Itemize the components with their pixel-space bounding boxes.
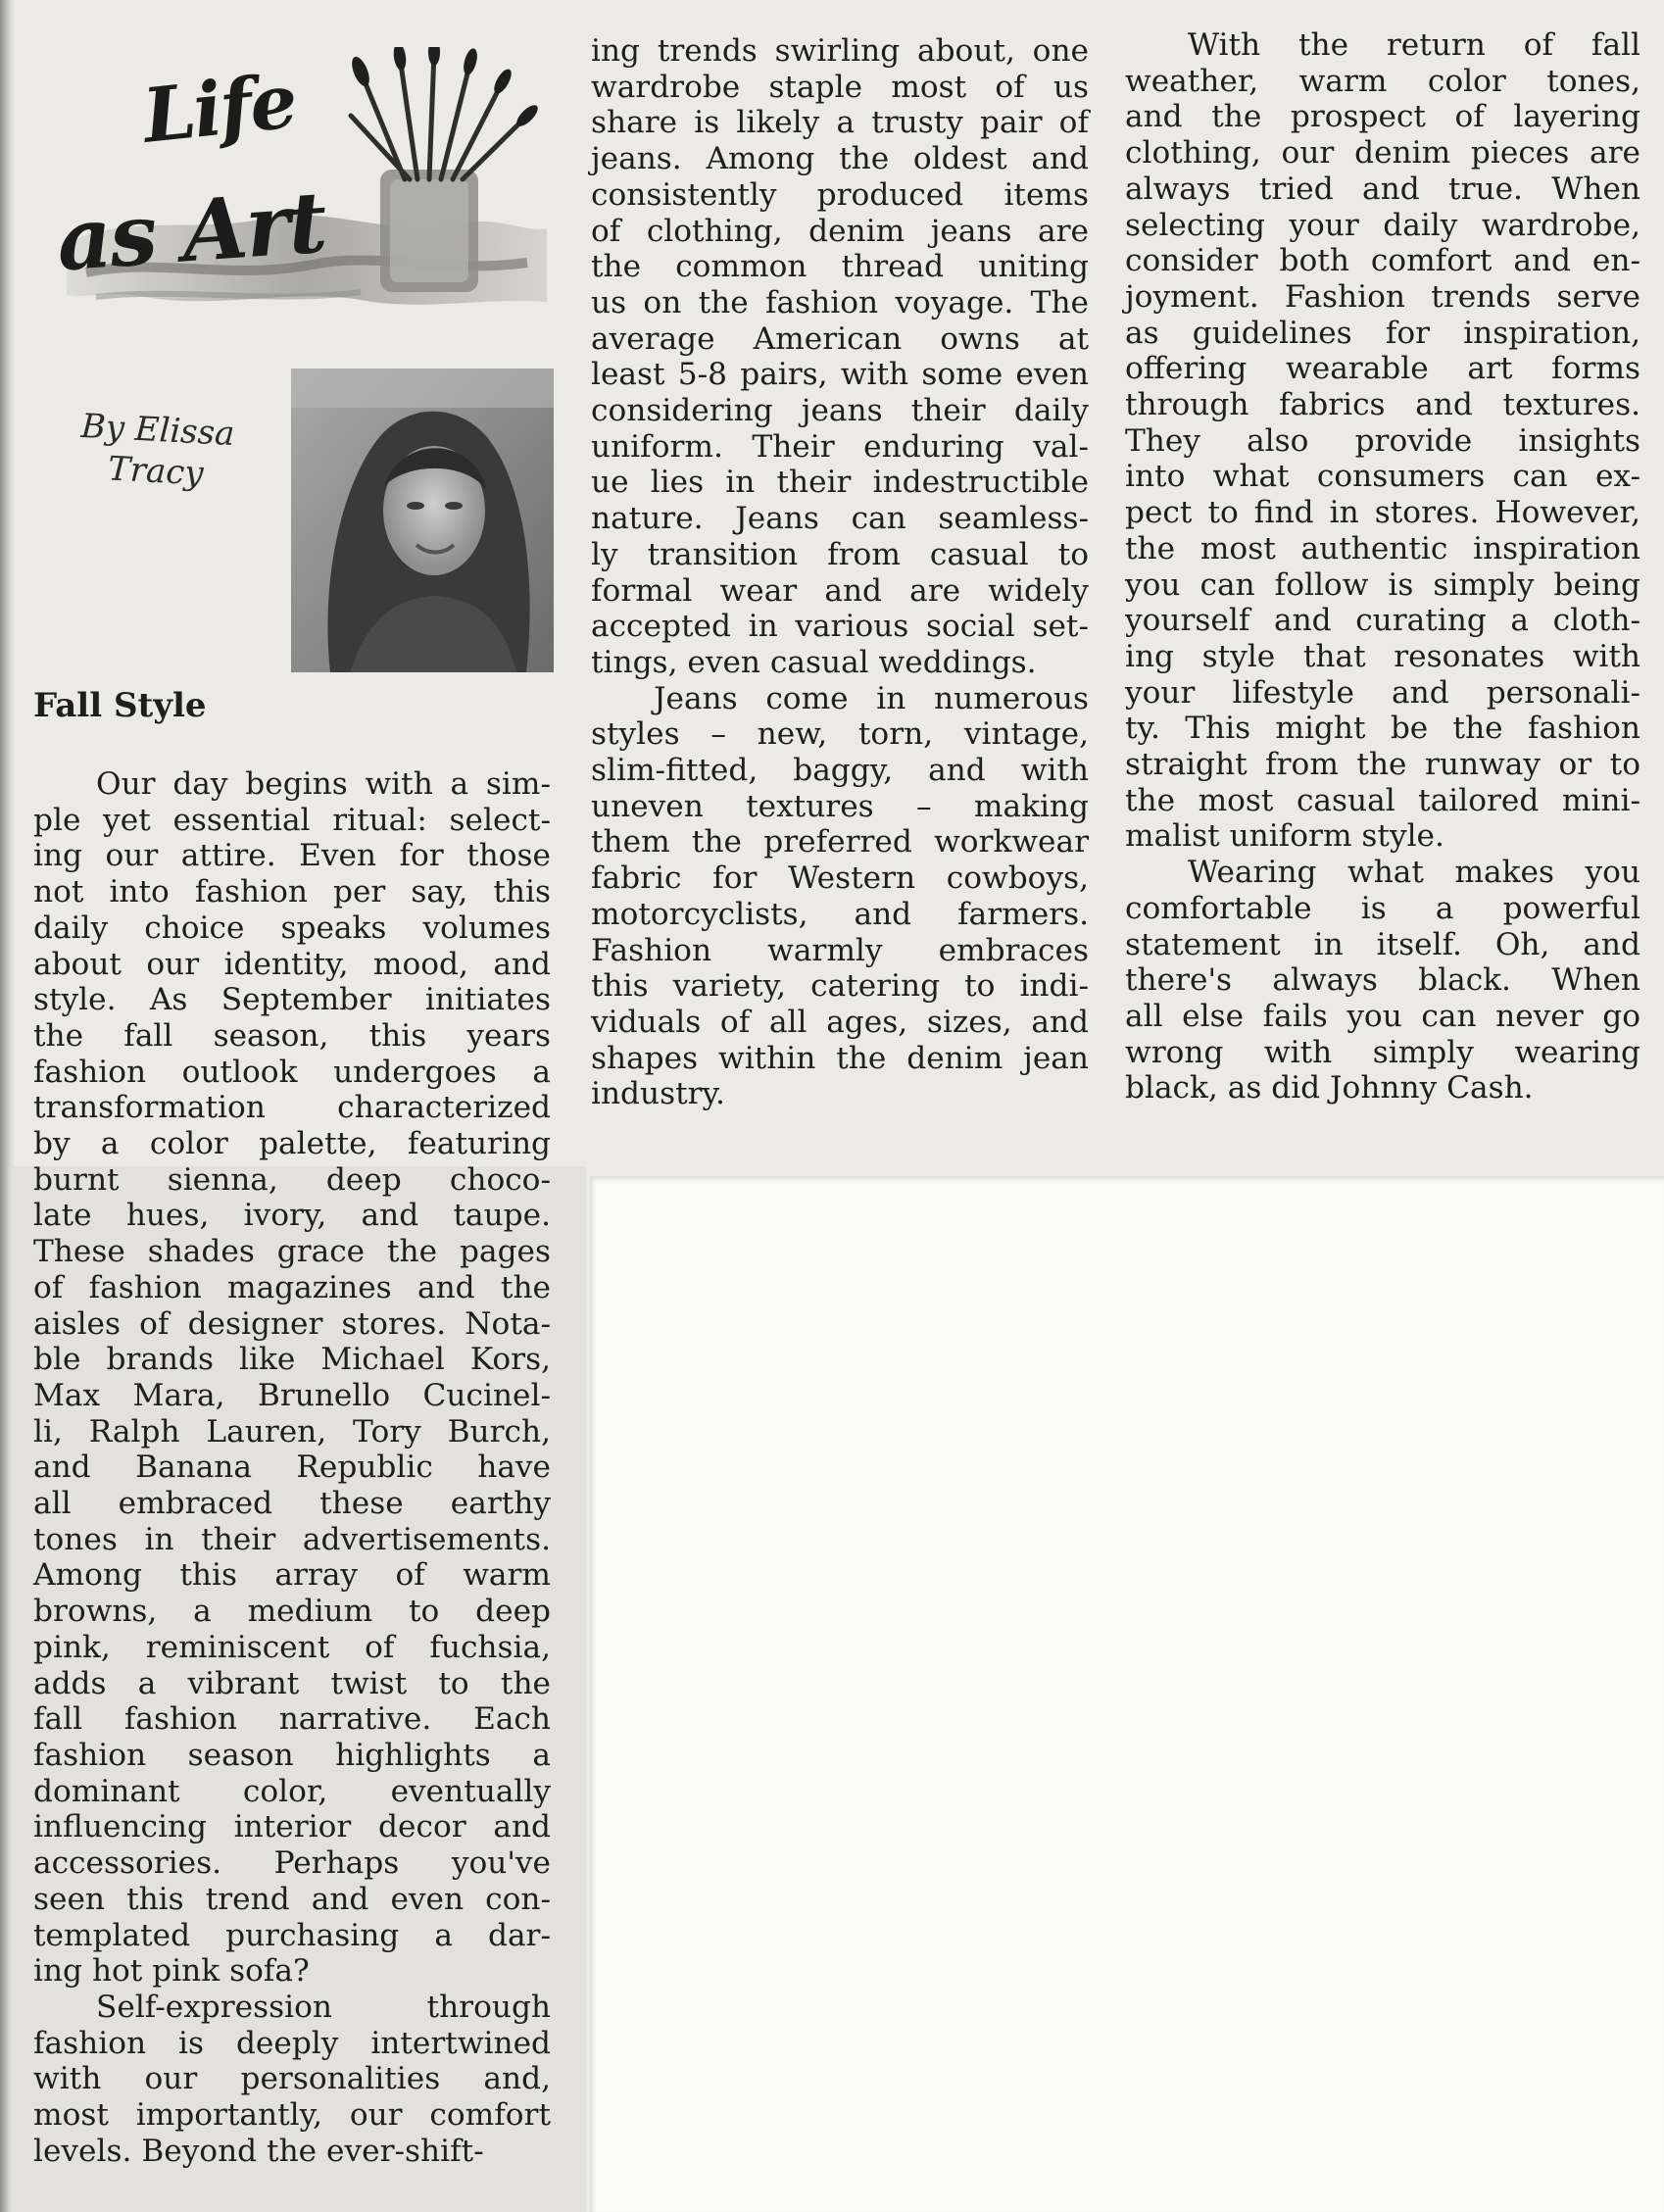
text-line: browns, a medium to deep [33,1594,551,1630]
text-line: the fall season, this years [33,1017,551,1054]
text-line: wardrobe staple most of us [591,69,1089,105]
text-line: ing hot pink sofa? [33,1953,310,1990]
text-line: accessories. Perhaps you've [33,1845,551,1882]
text-line: always tried and true. When [1125,171,1640,207]
text-line: fashion outlook undergoes a [33,1054,551,1090]
text-line: viduals of all ages, sizes, and [591,1004,1089,1040]
text-line: tones in their advertisements. [33,1521,551,1557]
article-paragraph [591,33,1089,681]
text-line: all else fails you can never go [1125,998,1640,1034]
text-line: accepted in various social set- [591,609,1089,645]
text-line: styles – new, torn, vintage, [591,716,1089,753]
text-line: them the preferred workwear [591,824,1089,860]
text-line: the common thread uniting [591,249,1089,285]
text-line: ly transition from casual to [591,536,1089,572]
text-line: fashion is deeply intertwined [33,2025,551,2061]
text-line: shapes within the denim jean [591,1040,1089,1076]
text-line: late hues, ivory, and taupe. [33,1198,551,1234]
text-line: about our identity, mood, and [33,946,551,982]
author-portrait-photo [291,369,554,672]
text-line: nature. Jeans can seamless- [591,501,1089,537]
text-line: all embraced these earthy [33,1486,551,1522]
column-masthead [27,27,557,312]
text-line: offering wearable art forms [1125,351,1640,387]
text-line: templated purchasing a dar- [33,1917,551,1953]
text-line: joyment. Fashion trends serve [1125,278,1640,315]
author-photo [291,369,554,672]
text-line: ple yet essential ritual: select- [33,802,551,838]
text-line: share is likely a trusty pair of [591,105,1089,141]
text-line: fabric for Western cowboys, [591,860,1089,897]
article-column-1 [33,766,551,2169]
text-line: uniform. Their enduring val- [591,428,1089,465]
text-line: of fashion magazines and the [33,1269,551,1305]
text-line: through fabrics and textures. [1125,387,1640,423]
text-line: selecting your daily wardrobe, [1125,207,1640,243]
text-line: adds a vibrant twist to the [33,1665,551,1701]
text-line: industry. [591,1076,725,1112]
text-line: of clothing, denim jeans are [591,213,1089,249]
article-paragraph [33,766,551,1990]
text-line: burnt sienna, deep choco- [33,1161,551,1198]
byline [57,405,257,497]
text-line: jeans. Among the oldest and [591,141,1089,177]
text-line: These shades grace the pages [33,1234,551,1270]
text-line: Jeans come in numerous [654,680,1089,716]
text-line: consistently produced items [591,176,1089,213]
text-line: your lifestyle and personali- [1125,674,1640,711]
text-line: by a color palette, featuring [33,1126,551,1162]
text-line: Max Mara, Brunello Cucinel- [33,1377,551,1413]
text-line: dominant color, eventually [33,1773,551,1809]
text-line: motorcyclists, and farmers. [591,896,1089,932]
blank-paper-area [590,1176,1664,2212]
text-line: yourself and curating a cloth- [1125,603,1640,639]
text-line: the most casual tailored mini- [1125,782,1640,818]
text-line: as guidelines for inspiration, [1125,315,1640,351]
text-line: tings, even casual weddings. [591,644,1037,680]
article-column-3 [1125,27,1640,1106]
byline-line-2: Tracy [107,449,205,494]
text-line: li, Ralph Lauren, Tory Burch, [33,1413,551,1450]
text-line: levels. Beyond the ever-shift- [33,2133,484,2169]
text-line: statement in itself. Oh, and [1125,926,1640,962]
text-line: Among this array of warm [33,1557,551,1594]
text-line: you can follow is simply being [1125,566,1640,603]
text-line: Wearing what makes you [1188,855,1640,891]
text-line: influencing interior decor and [33,1809,551,1845]
text-line: most importantly, our comfort [33,2097,551,2134]
text-line: aisles of designer stores. Nota- [33,1305,551,1342]
article-paragraph [33,1990,551,2170]
text-line: and the prospect of layering [1125,99,1640,135]
text-line: black, as did Johnny Cash. [1125,1070,1534,1106]
text-line: straight from the runway or to [1125,747,1640,783]
text-line: clothing, our denim pieces are [1125,135,1640,172]
text-line: the most authentic inspiration [1125,530,1640,566]
text-line: pect to find in stores. However, [1125,495,1640,531]
text-line: there's always black. When [1125,962,1640,999]
article-paragraph [591,681,1089,1112]
text-line: malist uniform style. [1125,818,1444,855]
text-line: weather, warm color tones, [1125,63,1640,99]
text-line: least 5-8 pairs, with some even [591,357,1089,393]
text-line: ble brands like Michael Kors, [33,1342,551,1378]
text-line: not into fashion per say, this [33,874,551,910]
article-headline: Fall Style [33,686,207,725]
text-line: slim-fitted, baggy, and with [591,753,1089,789]
text-line: into what consumers can ex- [1125,459,1640,495]
text-line: formal wear and are widely [591,572,1089,609]
text-line: daily choice speaks volumes [33,909,551,946]
text-line: average American owns at [591,320,1089,357]
text-line: ing style that resonates with [1125,638,1640,674]
text-line: ty. This might be the fashion [1125,711,1640,747]
text-line: With the return of fall [1188,27,1640,63]
text-line: Fashion warmly embraces [591,932,1089,968]
text-line: considering jeans their daily [591,393,1089,429]
text-line: comfortable is a powerful [1125,890,1640,926]
article-paragraph [1125,855,1640,1106]
text-line: wrong with simply wearing [1125,1034,1640,1070]
text-line: ing trends swirling about, one [591,33,1089,69]
column-title-line-1: Life [138,57,300,160]
text-line: seen this trend and even con- [33,1881,551,1917]
text-line: consider both comfort and en- [1125,243,1640,279]
article-column-2 [591,33,1089,1112]
text-line: ing our attire. Even for those [33,838,551,874]
text-line: us on the fashion voyage. The [591,284,1089,320]
text-line: this variety, catering to indi- [591,968,1089,1005]
page-edge-shadow [0,0,14,2212]
text-line: uneven textures – making [591,788,1089,824]
text-line: Self-expression through [96,1989,551,2025]
text-line: style. As September initiates [33,982,551,1018]
text-line: fashion season highlights a [33,1737,551,1773]
text-line: They also provide insights [1125,422,1640,459]
text-line: and Banana Republic have [33,1450,551,1486]
text-line: fall fashion narrative. Each [33,1701,551,1738]
text-line: with our personalities and, [33,2061,551,2097]
text-line: pink, reminiscent of fuchsia, [33,1629,551,1665]
column-title-line-2: as Art [53,172,329,291]
text-line: transformation characterized [33,1090,551,1126]
byline-line-1: By Elissa [79,406,236,455]
text-line: Our day begins with a sim- [96,766,551,802]
article-paragraph [1125,27,1640,855]
text-line: ue lies in their indestructible [591,465,1089,501]
